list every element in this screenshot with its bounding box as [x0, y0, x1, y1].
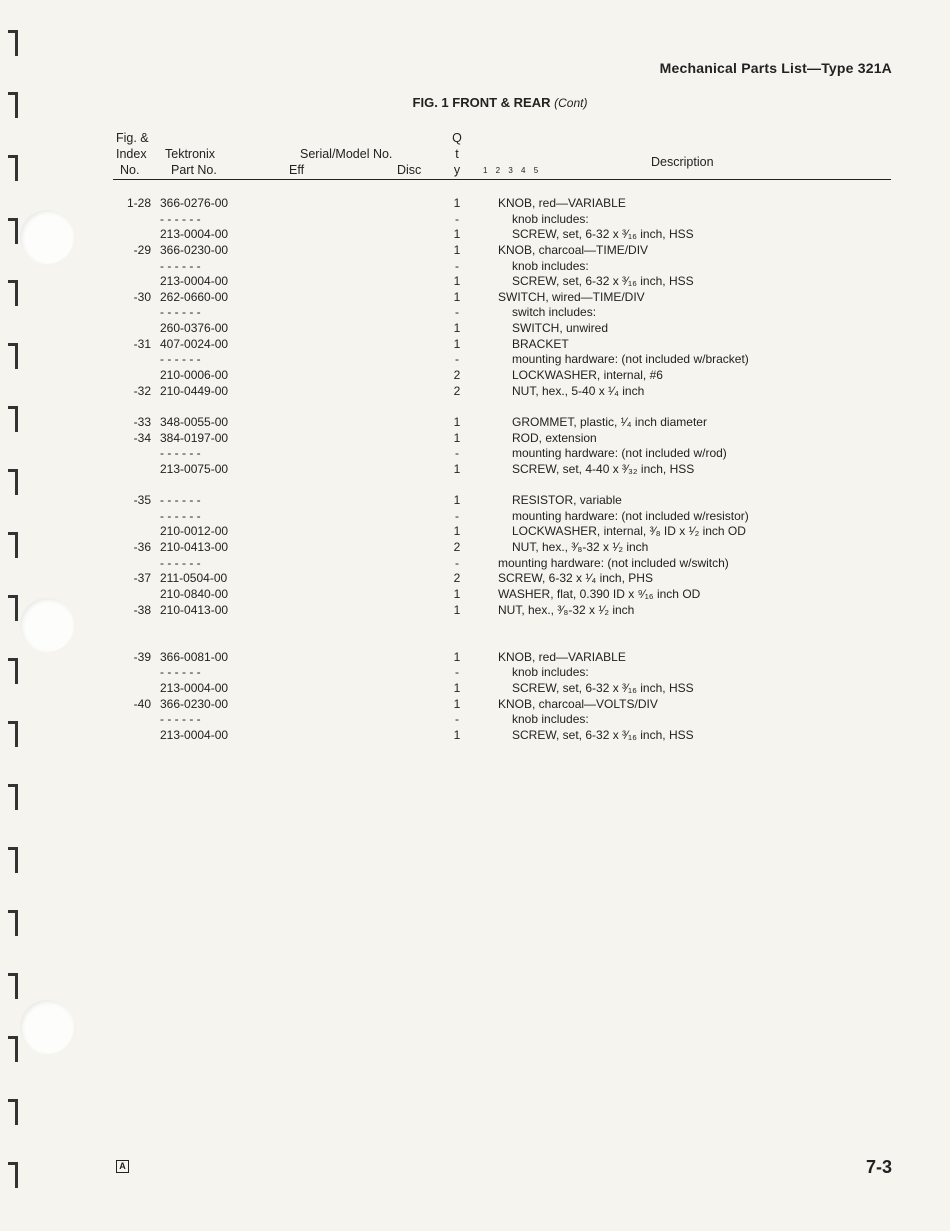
part-number-cell: 210-0840-00	[160, 587, 229, 602]
description-cell: SWITCH, unwired	[512, 321, 609, 336]
table-row	[0, 540, 950, 556]
quantity-cell: 1	[453, 336, 461, 351]
part-number-cell: - - - - - -	[160, 555, 201, 570]
col-qty-letter: Q	[452, 131, 462, 145]
description-cell: mounting hardware: (not included w/rod)	[512, 446, 727, 461]
table-row	[0, 571, 950, 587]
index-cell: -33	[133, 414, 151, 429]
table-row	[0, 415, 950, 431]
part-number-cell: 384-0197-00	[160, 430, 229, 445]
quantity-cell: 1	[453, 227, 461, 242]
quantity-cell: -	[455, 712, 459, 727]
part-number-cell: - - - - - -	[160, 446, 201, 461]
footer-mark: A	[116, 1160, 129, 1173]
col-part	[165, 146, 217, 178]
table-row	[0, 665, 950, 681]
col-eff: Eff	[289, 163, 305, 177]
table-row	[0, 524, 950, 540]
part-number-cell: - - - - - -	[160, 493, 201, 508]
description-cell: BRACKET	[512, 336, 569, 351]
part-number-cell: - - - - - -	[160, 712, 201, 727]
quantity-cell: 1	[453, 242, 461, 257]
index-cell: -34	[133, 430, 151, 445]
part-number-cell: 211-0504-00	[160, 571, 228, 586]
description-cell: mounting hardware: (not included w/resistor)	[512, 508, 749, 523]
index-cell: -31	[133, 336, 151, 351]
table-row	[0, 368, 950, 384]
col-fig-index-line: No.	[120, 163, 140, 177]
figure-title-cont: (Cont)	[554, 96, 588, 110]
col-serial: Serial/Model No.	[300, 147, 393, 161]
table-row	[0, 556, 950, 572]
description-cell: LOCKWASHER, internal, #6	[512, 368, 663, 383]
quantity-cell: 2	[453, 383, 461, 398]
description-cell: NUT, hex., ³⁄₈-32 x ¹⁄₂ inch	[512, 540, 649, 555]
description-cell: LOCKWASHER, internal, ³⁄₈ ID x ¹⁄₂ inch OD	[512, 524, 746, 539]
table-row	[0, 321, 950, 337]
quantity-cell: 1	[453, 430, 461, 445]
part-number-cell: 213-0075-00	[160, 461, 229, 476]
part-number-cell: 366-0230-00	[160, 696, 229, 711]
index-cell: -40	[133, 696, 151, 711]
quantity-cell: 1	[453, 461, 461, 476]
part-number-cell: 213-0004-00	[160, 680, 229, 695]
table-row	[0, 196, 950, 212]
col-description: Description	[651, 155, 714, 169]
quantity-cell: -	[455, 305, 459, 320]
description-cell: SCREW, set, 6-32 x ³⁄₁₆ inch, HSS	[512, 227, 694, 242]
quantity-cell: 1	[453, 414, 461, 429]
part-number-cell: 210-0449-00	[160, 383, 229, 398]
table-row	[0, 212, 950, 228]
description-cell: WASHER, flat, 0.390 ID x ⁹⁄₁₆ inch OD	[498, 587, 701, 602]
col-qty	[452, 130, 462, 178]
description-cell: SCREW, set, 6-32 x ³⁄₁₆ inch, HSS	[512, 727, 694, 742]
table-row	[0, 243, 950, 259]
table-row	[0, 509, 950, 525]
part-number-cell: - - - - - -	[160, 508, 201, 523]
part-number-cell: 260-0376-00	[160, 321, 229, 336]
quantity-cell: 1	[453, 524, 461, 539]
index-cell: 1-28	[126, 196, 151, 210]
description-cell: KNOB, red—VARIABLE	[498, 649, 626, 664]
col-qty-letter: t	[455, 147, 459, 161]
figure-title-main: FIG. 1 FRONT & REAR	[412, 95, 551, 110]
part-number-cell: 366-0081-00	[160, 649, 229, 664]
row-spacer	[0, 399, 950, 415]
quantity-cell: -	[455, 352, 459, 367]
quantity-cell: 2	[453, 368, 461, 383]
part-number-cell: 366-0276-00	[160, 196, 229, 210]
index-cell: -29	[133, 242, 151, 257]
quantity-cell: 1	[453, 274, 461, 289]
quantity-cell: -	[455, 258, 459, 273]
description-cell: mounting hardware: (not included w/bracket)	[512, 352, 749, 367]
quantity-cell: 1	[453, 196, 461, 210]
col-part-line: Tektronix	[165, 147, 216, 161]
description-cell: GROMMET, plastic, ¹⁄₄ inch diameter	[512, 414, 707, 429]
row-spacer	[0, 634, 950, 650]
parts-list	[0, 196, 950, 743]
row-spacer	[0, 478, 950, 494]
description-cell: knob includes:	[512, 211, 589, 226]
description-cell: RESISTOR, variable	[512, 493, 622, 508]
quantity-cell: -	[455, 211, 459, 226]
quantity-cell: 1	[453, 289, 461, 304]
table-row	[0, 462, 950, 478]
page-header: Mechanical Parts List—Type 321A	[659, 60, 892, 76]
description-cell: knob includes:	[512, 665, 589, 680]
table-row	[0, 305, 950, 321]
description-cell: NUT, hex., 5-40 x ¹⁄₄ inch	[512, 383, 645, 398]
description-cell: SCREW, set, 4-40 x ³⁄₃₂ inch, HSS	[512, 461, 695, 476]
quantity-cell: -	[455, 508, 459, 523]
description-cell: mounting hardware: (not included w/switch)	[498, 555, 729, 570]
description-cell: KNOB, charcoal—TIME/DIV	[498, 242, 649, 257]
part-number-cell: 213-0004-00	[160, 227, 229, 242]
table-row	[0, 290, 950, 306]
part-number-cell: 407-0024-00	[160, 336, 229, 351]
table-row	[0, 259, 950, 275]
table-row	[0, 384, 950, 400]
description-cell: KNOB, charcoal—VOLTS/DIV	[498, 696, 658, 711]
col-disc: Disc	[397, 163, 422, 177]
index-cell: -30	[133, 289, 151, 304]
index-cell: -38	[133, 602, 151, 617]
part-number-cell: - - - - - -	[160, 305, 201, 320]
indent-digits: 1 2 3 4 5	[483, 166, 542, 175]
binder-hole	[20, 1000, 74, 1054]
col-qty-letter: y	[453, 163, 461, 177]
quantity-cell: 1	[453, 696, 461, 711]
part-number-cell: 262-0660-00	[160, 289, 229, 304]
index-cell: -39	[133, 649, 151, 664]
table-row	[0, 274, 950, 290]
part-number-cell: - - - - - -	[160, 352, 201, 367]
part-number-cell: - - - - - -	[160, 211, 201, 226]
quantity-cell: -	[455, 555, 459, 570]
part-number-cell: - - - - - -	[160, 665, 201, 680]
quantity-cell: 1	[453, 493, 461, 508]
description-cell: ROD, extension	[512, 430, 597, 445]
quantity-cell: 1	[453, 321, 461, 336]
quantity-cell: 1	[453, 649, 461, 664]
quantity-cell: 2	[453, 571, 461, 586]
description-cell: SCREW, set, 6-32 x ³⁄₁₆ inch, HSS	[512, 680, 694, 695]
col-fig-index-line: Fig. &	[116, 131, 149, 145]
part-number-cell: - - - - - -	[160, 258, 201, 273]
col-part-line: Part No.	[171, 163, 217, 177]
description-cell: SWITCH, wired—TIME/DIV	[498, 289, 645, 304]
description-cell: knob includes:	[512, 712, 589, 727]
col-fig-index	[116, 130, 149, 178]
table-row	[0, 728, 950, 744]
table-row	[0, 493, 950, 509]
quantity-cell: 1	[453, 727, 461, 742]
part-number-cell: 210-0006-00	[160, 368, 229, 383]
table-row	[0, 712, 950, 728]
quantity-cell: -	[455, 446, 459, 461]
table-row	[0, 446, 950, 462]
index-cell: -32	[133, 383, 151, 398]
description-cell: SCREW, 6-32 x ¹⁄₄ inch, PHS	[498, 571, 653, 586]
quantity-cell: 1	[453, 602, 461, 617]
table-row	[0, 650, 950, 666]
col-fig-index-line: Index	[116, 147, 147, 161]
part-number-cell: 213-0004-00	[160, 274, 229, 289]
index-cell: -35	[133, 493, 151, 508]
figure-title	[0, 95, 950, 110]
header-rule	[113, 179, 891, 180]
part-number-cell: 210-0413-00	[160, 540, 229, 555]
description-cell: knob includes:	[512, 258, 589, 273]
table-row	[0, 431, 950, 447]
description-cell: KNOB, red—VARIABLE	[498, 196, 626, 210]
description-cell: SCREW, set, 6-32 x ³⁄₁₆ inch, HSS	[512, 274, 694, 289]
description-cell: switch includes:	[512, 305, 597, 320]
page-number: 7-3	[865, 1157, 892, 1177]
part-number-cell: 366-0230-00	[160, 242, 229, 257]
quantity-cell: 1	[453, 680, 461, 695]
index-cell: -37	[133, 571, 151, 586]
table-row	[0, 337, 950, 353]
quantity-cell: 1	[453, 587, 461, 602]
quantity-cell: 2	[453, 540, 461, 555]
index-cell: -36	[133, 540, 151, 555]
description-cell: NUT, hex., ³⁄₈-32 x ¹⁄₂ inch	[498, 602, 635, 617]
table-row	[0, 227, 950, 243]
row-spacer	[0, 618, 950, 634]
table-row	[0, 352, 950, 368]
table-row	[0, 603, 950, 619]
part-number-cell: 348-0055-00	[160, 414, 229, 429]
table-row	[0, 587, 950, 603]
part-number-cell: 210-0012-00	[160, 524, 229, 539]
table-row	[0, 697, 950, 713]
part-number-cell: 213-0004-00	[160, 727, 229, 742]
part-number-cell: 210-0413-00	[160, 602, 229, 617]
table-row	[0, 681, 950, 697]
quantity-cell: -	[455, 665, 459, 680]
